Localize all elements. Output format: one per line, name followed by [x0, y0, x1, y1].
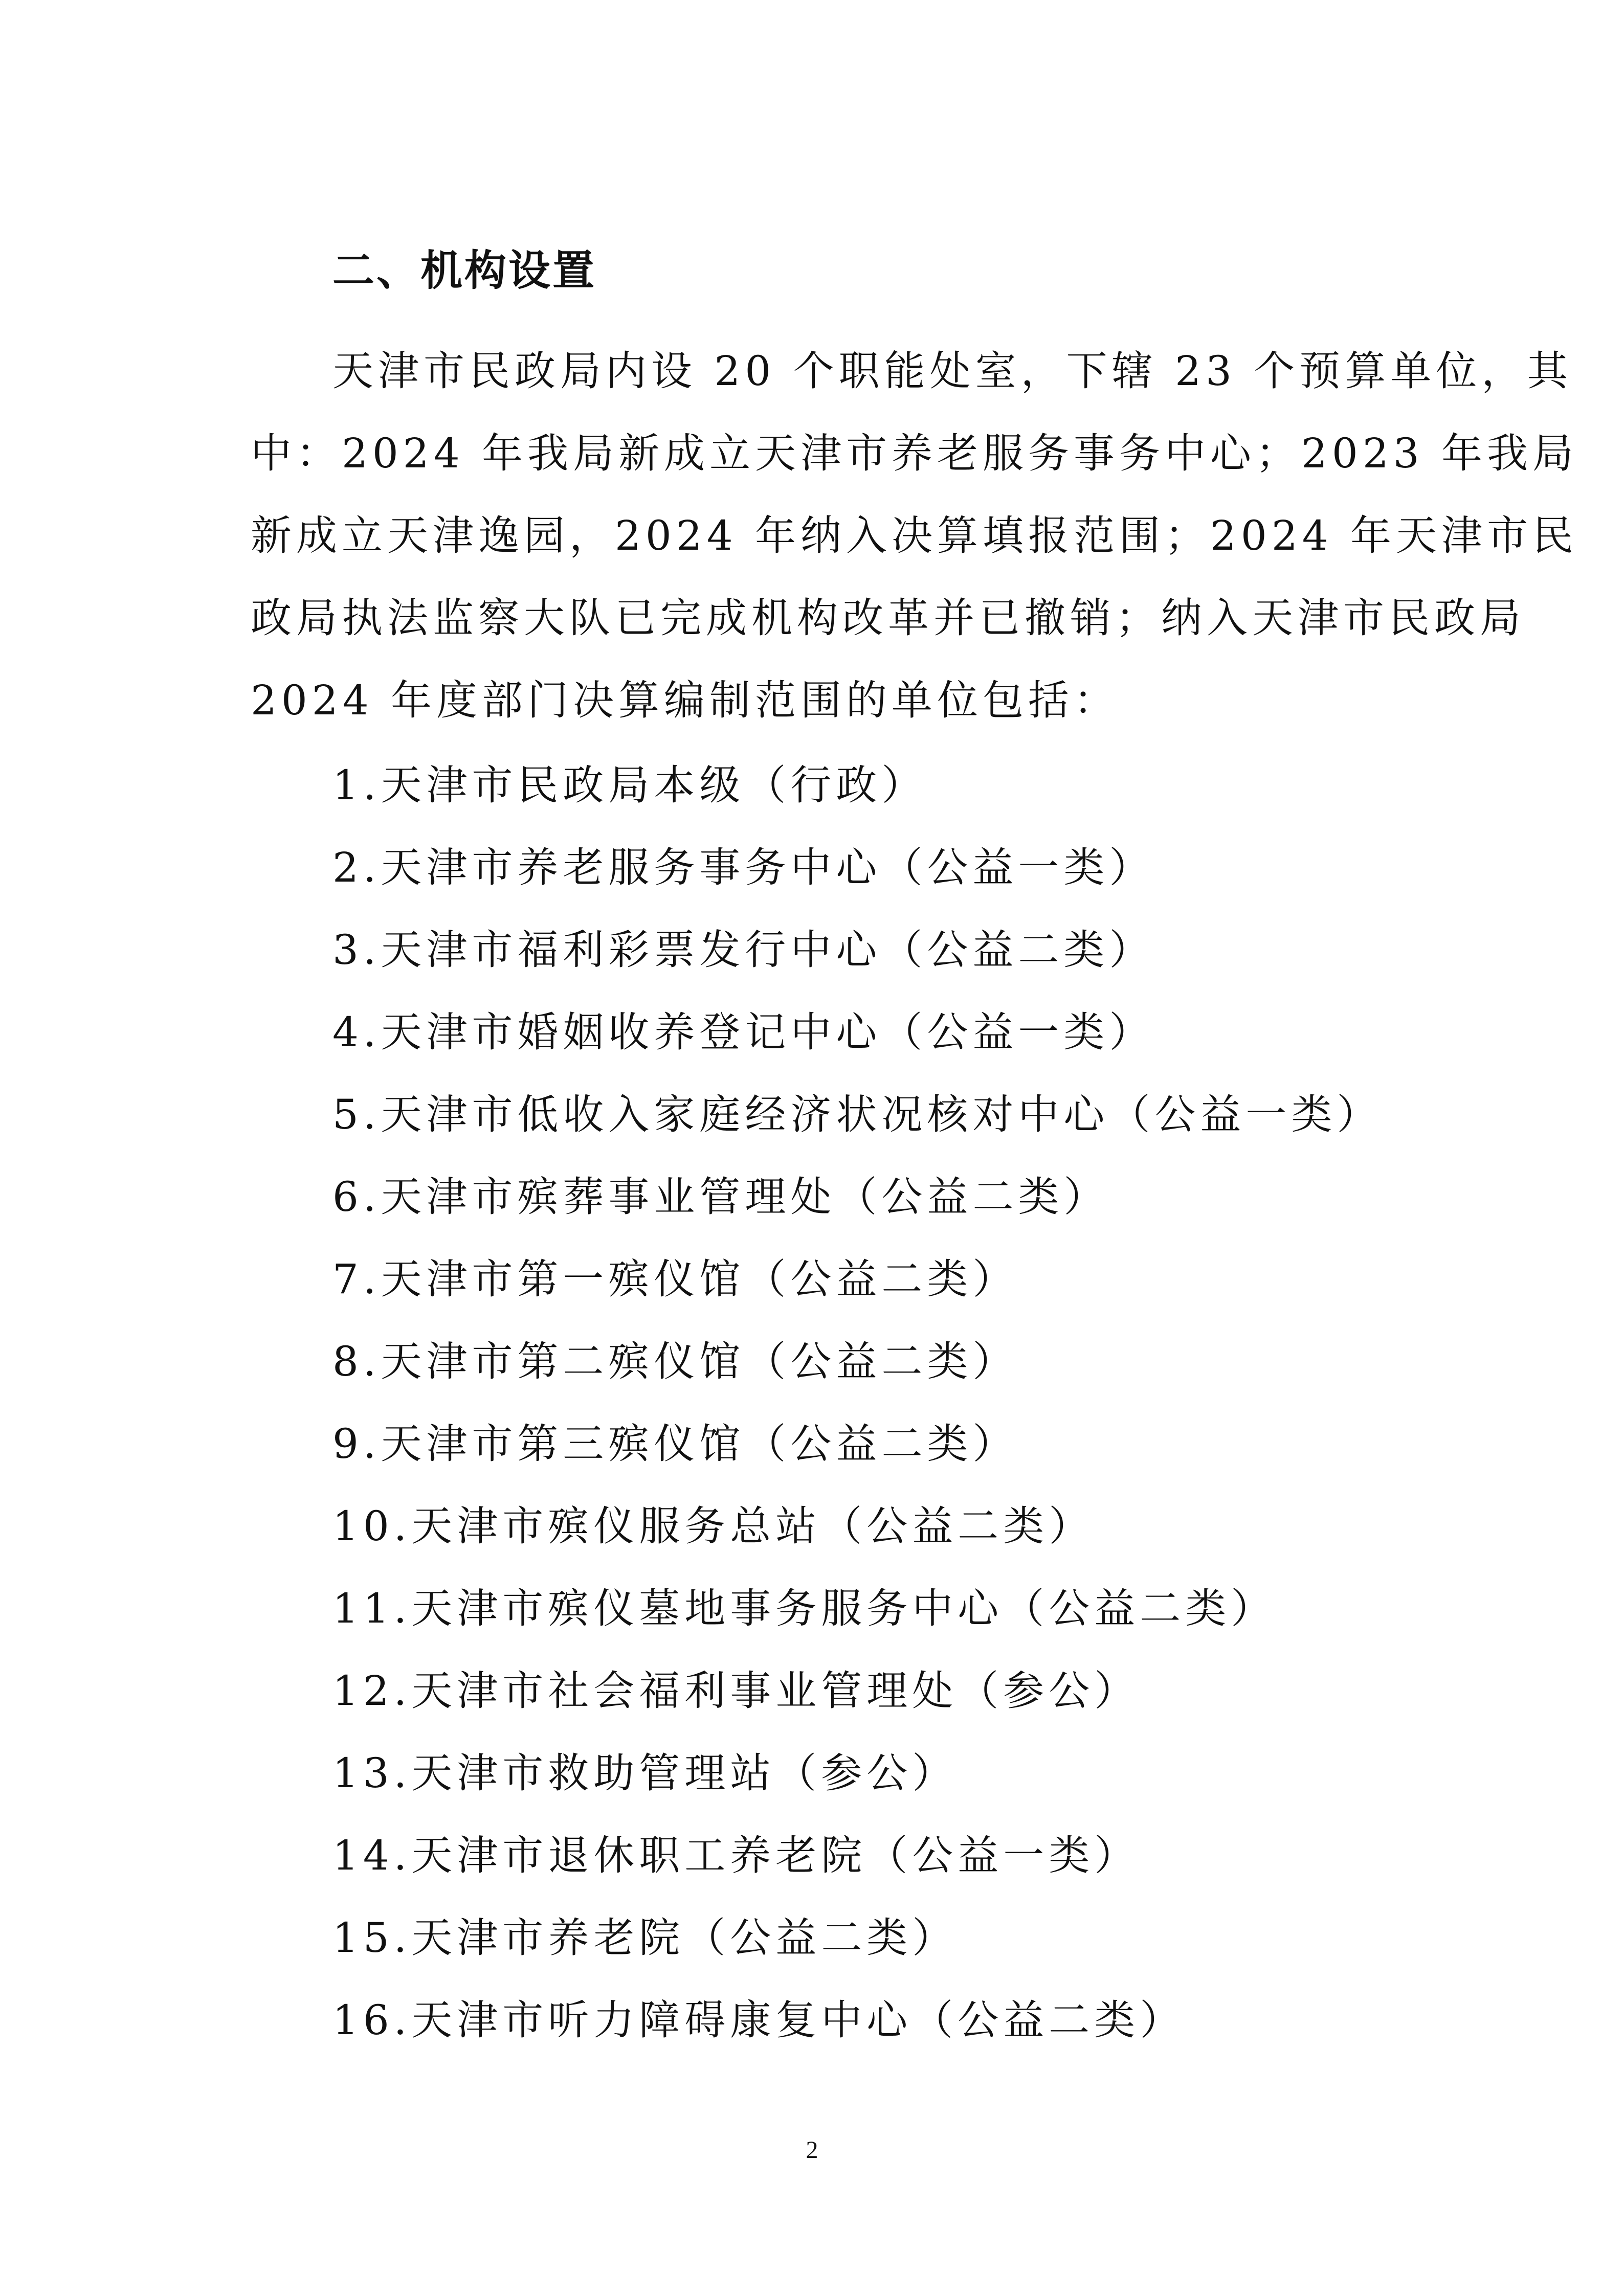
list-item: 8.天津市第二殡仪馆（公益二类） [332, 1338, 1018, 1385]
intro-line: 新成立天津逸园，2024 年纳入决算填报范围；2024 年天津市民 [251, 512, 1578, 559]
intro-line: 天津市民政局内设 20 个职能处室，下辖 23 个预算单位，其 [332, 347, 1573, 395]
list-item: 14.天津市退休职工养老院（公益一类） [332, 1832, 1140, 1879]
list-item: 6.天津市殡葬事业管理处（公益二类） [332, 1173, 1109, 1221]
list-item: 16.天津市听力障碍康复中心（公益二类） [332, 1996, 1186, 2044]
section-heading: 二、机构设置 [332, 246, 597, 295]
list-item: 13.天津市救助管理站（参公） [332, 1749, 958, 1797]
intro-line: 政局执法监察大队已完成机构改革并已撤销；纳入天津市民政局 [251, 594, 1525, 642]
list-item: 15.天津市养老院（公益二类） [332, 1914, 958, 1962]
intro-line: 2024 年度部门决算编制范围的单位包括： [251, 677, 1120, 724]
page-number: 2 [806, 2136, 818, 2164]
list-item: 9.天津市第三殡仪馆（公益二类） [332, 1420, 1018, 1468]
list-item: 7.天津市第一殡仪馆（公益二类） [332, 1255, 1018, 1303]
list-item: 11.天津市殡仪墓地事务服务中心（公益二类） [332, 1585, 1277, 1632]
unit-list [332, 744, 1407, 2061]
list-item: 1.天津市民政局本级（行政） [332, 761, 927, 809]
list-item: 4.天津市婚姻收养登记中心（公益一类） [332, 1008, 1155, 1056]
intro-paragraph [251, 330, 1578, 741]
list-item: 5.天津市低收入家庭经济状况核对中心（公益一类） [332, 1091, 1383, 1138]
list-item: 3.天津市福利彩票发行中心（公益二类） [332, 926, 1155, 974]
list-item: 12.天津市社会福利事业管理处（参公） [332, 1667, 1140, 1715]
list-item: 10.天津市殡仪服务总站（公益二类） [332, 1502, 1095, 1550]
intro-line: 中：2024 年我局新成立天津市养老服务事务中心；2023 年我局 [251, 430, 1578, 477]
list-item: 2.天津市养老服务事务中心（公益一类） [332, 844, 1155, 891]
